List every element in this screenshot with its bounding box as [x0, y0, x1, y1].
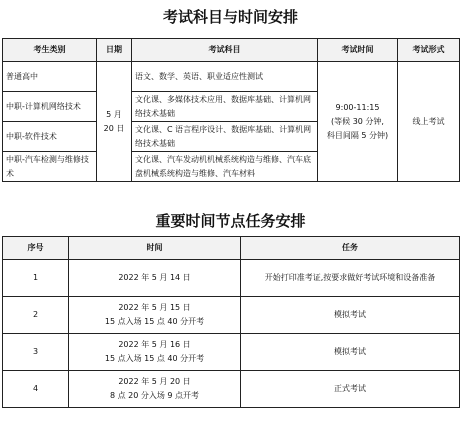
table-row	[3, 371, 460, 408]
header-task: 任务	[241, 237, 460, 260]
header-category: 考生类别	[3, 39, 97, 62]
category-cell: 中职-计算机网络技术	[3, 92, 97, 122]
time-cell	[69, 334, 241, 371]
time-line: 15 点入场 15 点 40 分开考	[104, 354, 205, 363]
no-cell: 3	[3, 334, 69, 371]
time-line: 2022 年 5 月 14 日	[118, 273, 191, 282]
no-cell: 2	[3, 297, 69, 334]
table-header-row	[3, 39, 460, 62]
subjects-cell: 文化课、汽车发动机机械系统构造与维修、汽车底盘机械系统构造与维修、汽车材料	[132, 152, 318, 182]
form-cell: 线上考试	[398, 62, 460, 182]
header-time: 时间	[69, 237, 241, 260]
time-cell	[69, 371, 241, 408]
time-range: 9:00-11:15	[335, 102, 380, 112]
table-header-row	[3, 237, 460, 260]
exam-schedule-table	[2, 38, 460, 182]
no-cell: 1	[3, 260, 69, 297]
time-cell	[69, 260, 241, 297]
exam-schedule-title: 考试科目与时间安排	[162, 8, 298, 26]
time-line: 8 点 20 分入场 9 点开考	[109, 391, 200, 400]
subjects-cell: 语文、数学、英语、职业适应性测试	[132, 62, 318, 92]
header-no: 序号	[3, 237, 69, 260]
time-interval-note: 科目间隔 5 分钟)	[326, 130, 389, 140]
time-line: 15 点入场 15 点 40 分开考	[104, 317, 205, 326]
task-cell: 开始打印准考证,按要求做好考试环境和设备准备	[241, 260, 460, 297]
time-line: 2022 年 5 月 15 日	[118, 303, 191, 312]
table-row	[3, 334, 460, 371]
header-date: 日期	[97, 39, 132, 62]
no-cell: 4	[3, 371, 69, 408]
category-cell: 普通高中	[3, 62, 97, 92]
table-row	[3, 62, 460, 92]
date-cell: 5 月 20 日	[97, 62, 132, 182]
time-cell	[69, 297, 241, 334]
task-cell: 模拟考试	[241, 297, 460, 334]
category-cell: 中职-汽车检测与维修技术	[3, 152, 97, 182]
header-subjects: 考试科目	[132, 39, 318, 62]
table-row	[3, 297, 460, 334]
task-schedule-table	[2, 236, 460, 408]
task-schedule-title: 重要时间节点任务安排	[155, 212, 306, 230]
time-line: 2022 年 5 月 20 日	[118, 377, 191, 386]
table-row	[3, 260, 460, 297]
task-cell: 正式考试	[241, 371, 460, 408]
header-time: 考试时间	[318, 39, 398, 62]
task-cell: 模拟考试	[241, 334, 460, 371]
category-cell: 中职-软件技术	[3, 122, 97, 152]
time-wait-note: (等候 30 分钟,	[331, 116, 384, 126]
time-cell	[318, 62, 398, 182]
time-line: 2022 年 5 月 16 日	[118, 340, 191, 349]
subjects-cell: 文化课、多媒体技术应用、数据库基础、计算机网络技术基础	[132, 92, 318, 122]
subjects-cell: 文化课、C 语言程序设计、数据库基础、计算机网络技术基础	[132, 122, 318, 152]
header-form: 考试形式	[398, 39, 460, 62]
